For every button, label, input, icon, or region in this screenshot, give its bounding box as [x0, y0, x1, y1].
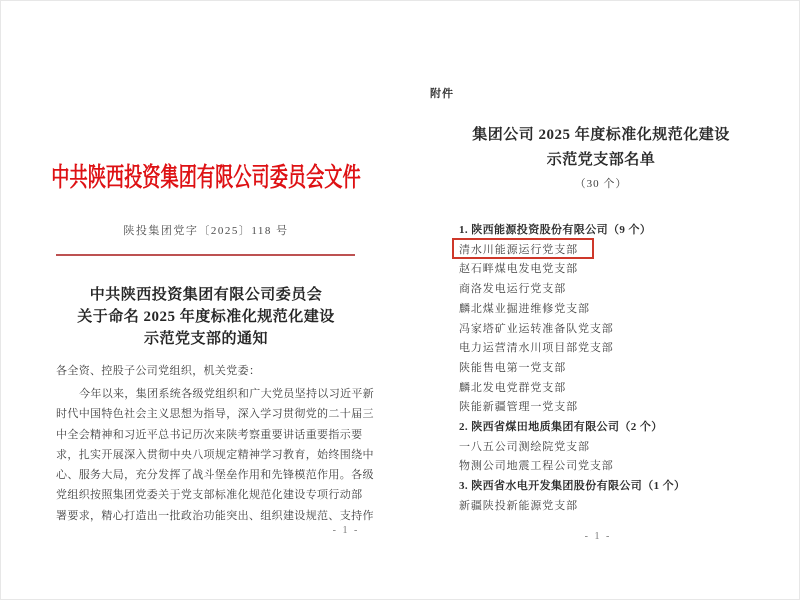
group-heading: 3. 陕西省水电开发集团股份有限公司（1 个） [459, 480, 686, 493]
notice-title [41, 284, 371, 350]
body-line: 署要求，精心打造出一批政治功能突出、组织建设规范、支持作 [56, 509, 374, 522]
salutation-line: 各全资、控股子公司党组织，机关党委： [56, 365, 261, 377]
body-line: 心、服务大局，充分发挥了战斗堡垒作用和先锋模范作用。各级 [56, 469, 374, 482]
notice-title-line-2: 关于命名 2025 年度标准化规范化建设 [77, 309, 335, 325]
attachment-title-line-1: 集团公司 2025 年度标准化规范化建设 [472, 127, 730, 143]
roster-item: 商洛发电运行党支部 [459, 283, 567, 296]
red-header-title: 中共陕西投资集团有限公司委员会文件 [51, 163, 361, 192]
notice-body [56, 384, 375, 526]
branch-roster [459, 221, 759, 517]
roster-item: 陕能新疆管理一党支部 [459, 401, 578, 414]
body-line: 今年以来，集团系统各级党组织和广大党员坚持以习近平新 [79, 388, 375, 400]
roster-item: 陕能售电第一党支部 [459, 361, 567, 374]
group-heading: 1. 陕西能源投资股份有限公司（9 个） [459, 224, 652, 236]
roster-item: 麟北煤业掘进维修党支部 [459, 302, 590, 315]
roster-item: 麟北发电党群党支部 [459, 381, 567, 394]
red-divider-rule [56, 254, 355, 256]
body-line: 中全会精神和习近平总书记历次来陕考察重要讲话重要指示要 [56, 428, 363, 441]
notice-title-line-3: 示范党支部的通知 [143, 331, 268, 347]
body-line: 党组织按照集团党委关于党支部标准化规范化建设专项行动部 [56, 489, 363, 502]
notice-title-line-1: 中共陕西投资集团有限公司委员会 [89, 287, 323, 303]
roster-item: 一八五公司测绘院党支部 [459, 440, 590, 453]
attachment-title-line-2: 示范党支部名单 [546, 152, 656, 168]
branch-count-note: （30 个） [574, 178, 628, 190]
roster-item: 赵石畔煤电发电党支部 [459, 263, 578, 276]
left-page-red-header-wrap [36, 157, 376, 194]
roster-item: 电力运营清水川项目部党支部 [459, 342, 614, 355]
roster-item: 物测公司地震工程公司党支部 [459, 460, 614, 473]
roster-item: 新疆陕投新能源党支部 [459, 499, 578, 512]
document-number: 陕投集团党字〔2025〕118 号 [123, 225, 289, 237]
attachment-label: 附件 [430, 88, 454, 100]
roster-item-highlighted: 清水川能源运行党支部 [459, 243, 578, 256]
body-line: 求，扎实开展深入贯彻中央八项规定精神学习教育，始终围绕中 [56, 448, 374, 461]
right-page-number: - 1 - [584, 531, 612, 542]
body-line: 时代中国特色社会主义思想为指导，深入学习贯彻党的二十届三 [56, 408, 374, 421]
left-page-number: - 1 - [332, 525, 360, 536]
attachment-title [441, 123, 761, 173]
group-heading: 2. 陕西省煤田地质集团有限公司（2 个） [459, 421, 663, 434]
roster-item: 冯家塔矿业运转准备队党支部 [459, 322, 614, 335]
